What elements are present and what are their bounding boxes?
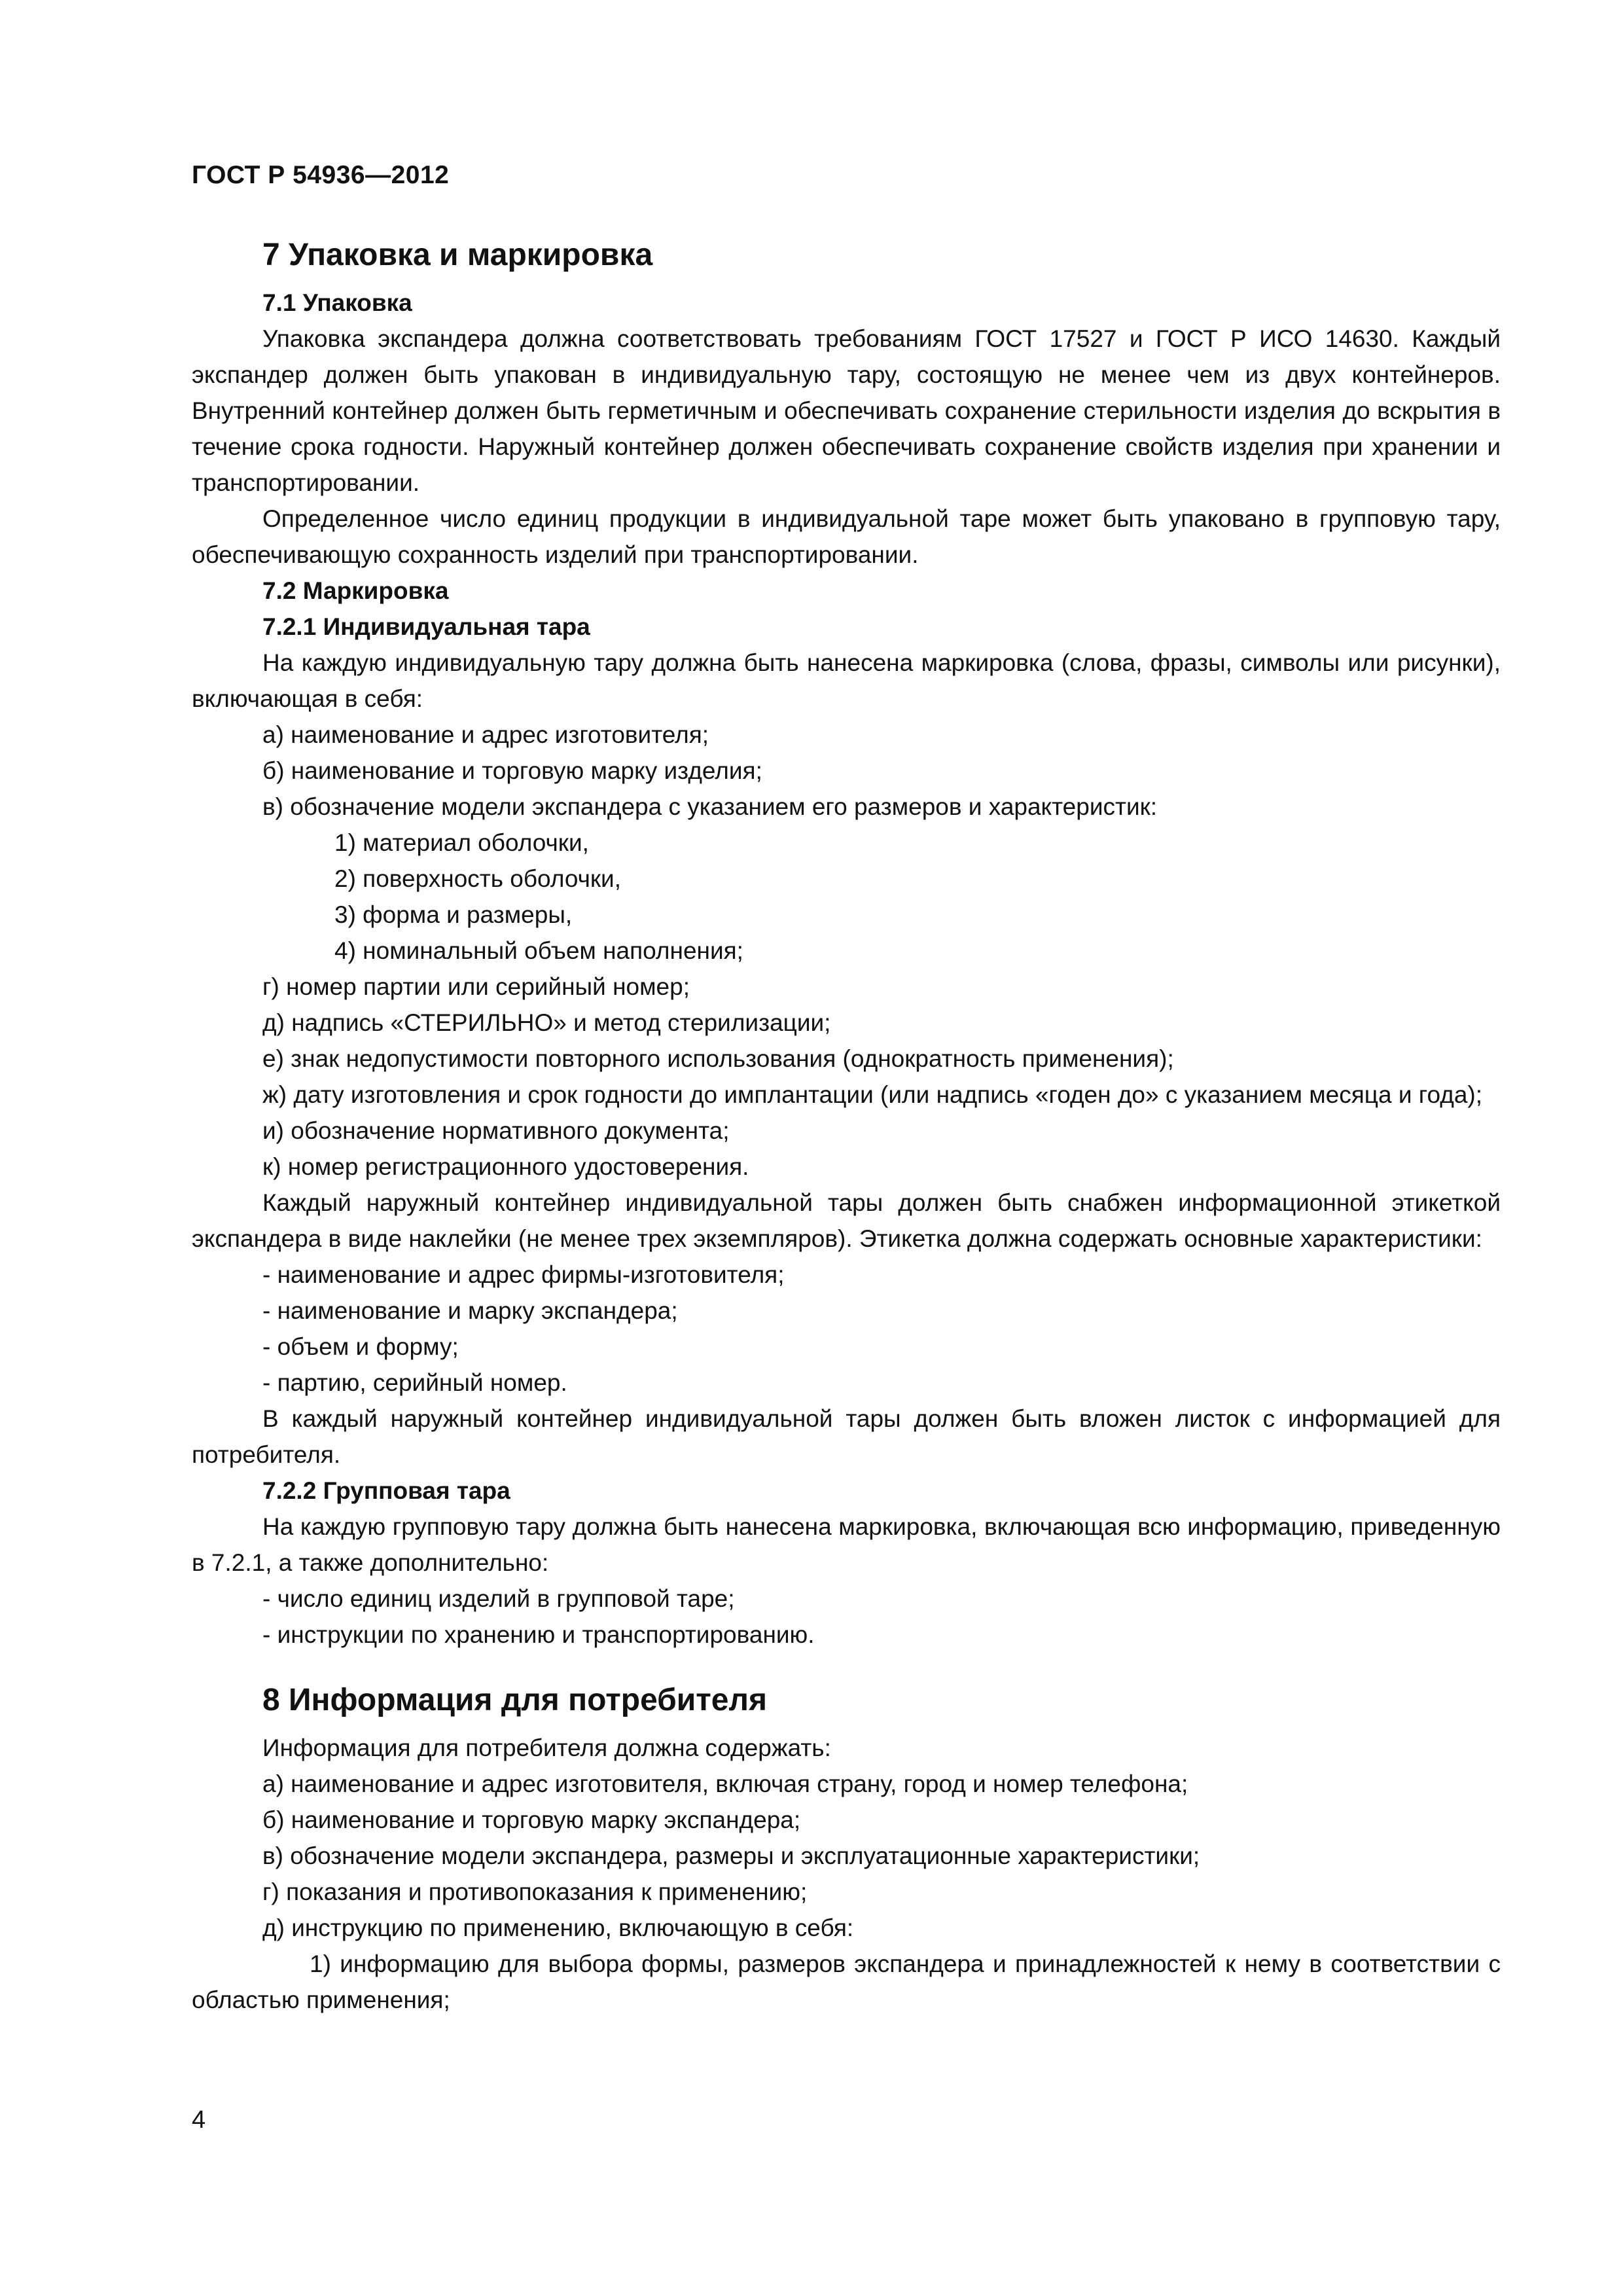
list-item: е) знак недопустимости повторного использования (однократность применения); [262, 1045, 1174, 1072]
list-item: и) обозначение нормативного документа; [262, 1117, 730, 1144]
section-7-1-heading: 7.1 Упаковка [262, 289, 412, 316]
dash-item: - объем и форму; [262, 1333, 459, 1360]
paragraph: Определенное число единиц продукции в индивидуальной таре может быть упаковано в групповую тару, обеспечивающую сохранность изделий при транспортировании. [192, 505, 1501, 568]
document-body [192, 232, 1501, 2018]
list-item: ж) дату изготовления и срок годности до имплантации (или надпись «годен до» с указанием месяца и года); [262, 1081, 1483, 1108]
list-item: в) обозначение модели экспандера, размеры и эксплуатационные характеристики; [262, 1842, 1200, 1869]
sub-list-item: 1) информацию для выбора формы, размеров экспандера и принадлежностей к нему в соответствии с областью применения; [192, 1950, 1501, 2013]
dash-item: - наименование и марку экспандера; [262, 1297, 678, 1324]
list-item: б) наименование и торговую марку экспандера; [262, 1806, 801, 1833]
list-item: д) инструкцию по применению, включающую в себя: [262, 1914, 854, 1941]
dash-item: - инструкции по хранению и транспортированию. [262, 1621, 815, 1648]
dash-item: - наименование и адрес фирмы-изготовителя; [262, 1261, 785, 1288]
section-7-2-1-heading: 7.2.1 Индивидуальная тара [262, 613, 590, 640]
list-item: а) наименование и адрес изготовителя, включая страну, город и номер телефона; [262, 1770, 1188, 1797]
paragraph: Информация для потребителя должна содержать: [262, 1734, 831, 1761]
section-7-2-heading: 7.2 Маркировка [262, 577, 449, 604]
list-item: б) наименование и торговую марку изделия; [262, 757, 762, 784]
section-8-heading: 8 Информация для потребителя [262, 1683, 767, 1717]
sub-list-item: 1) материал оболочки, [334, 829, 589, 856]
page-number: 4 [192, 2106, 206, 2134]
list-item: г) номер партии или серийный номер; [262, 973, 690, 1000]
dash-item: - партию, серийный номер. [262, 1369, 567, 1396]
list-item: г) показания и противопоказания к применению; [262, 1878, 808, 1905]
paragraph: Каждый наружный контейнер индивидуальной тары должен быть снабжен информационной этикеткой экспандера в виде наклейки (не менее трех экземпляров). Этикетка должна содержать основные характеристики: [192, 1189, 1501, 1252]
list-item: д) надпись «СТЕРИЛЬНО» и метод стерилизации; [262, 1009, 831, 1036]
paragraph: На каждую индивидуальную тару должна быть нанесена маркировка (слова, фразы, символы или рисунки), включающая в себя: [192, 649, 1501, 712]
document-code: ГОСТ Р 54936—2012 [192, 161, 450, 189]
paragraph: В каждый наружный контейнер индивидуальной тары должен быть вложен листок с информацией для потребителя. [192, 1405, 1501, 1468]
sub-list-item: 4) номинальный объем наполнения; [334, 937, 743, 964]
list-item: в) обозначение модели экспандера с указанием его размеров и характеристик: [262, 793, 1158, 820]
list-item: к) номер регистрационного удостоверения. [262, 1153, 749, 1180]
sub-list-item: 3) форма и размеры, [334, 901, 573, 928]
paragraph: На каждую групповую тару должна быть нанесена маркировка, включающая всю информацию, приведенную в 7.2.1, а также дополнительно: [192, 1513, 1501, 1576]
paragraph: Упаковка экспандера должна соответствовать требованиям ГОСТ 17527 и ГОСТ Р ИСО 14630. Каждый экспандер должен быть упакован в индивидуальную тару, состоящую не менее чем из двух контейнеров. Внутренний контейнер должен быть герметичным и обеспечивать сохранение стерильности изделия до вскрытия в течение срока годности. Наружный контейнер должен обеспечивать сохранение свойств изделия при хранении и транспортировании. [192, 325, 1501, 496]
list-item: а) наименование и адрес изготовителя; [262, 721, 709, 748]
section-7-heading: 7 Упаковка и маркировка [262, 238, 653, 272]
dash-item: - число единиц изделий в групповой таре; [262, 1585, 735, 1612]
section-7-2-2-heading: 7.2.2 Групповая тара [262, 1477, 510, 1504]
sub-list-item: 2) поверхность оболочки, [334, 865, 622, 892]
